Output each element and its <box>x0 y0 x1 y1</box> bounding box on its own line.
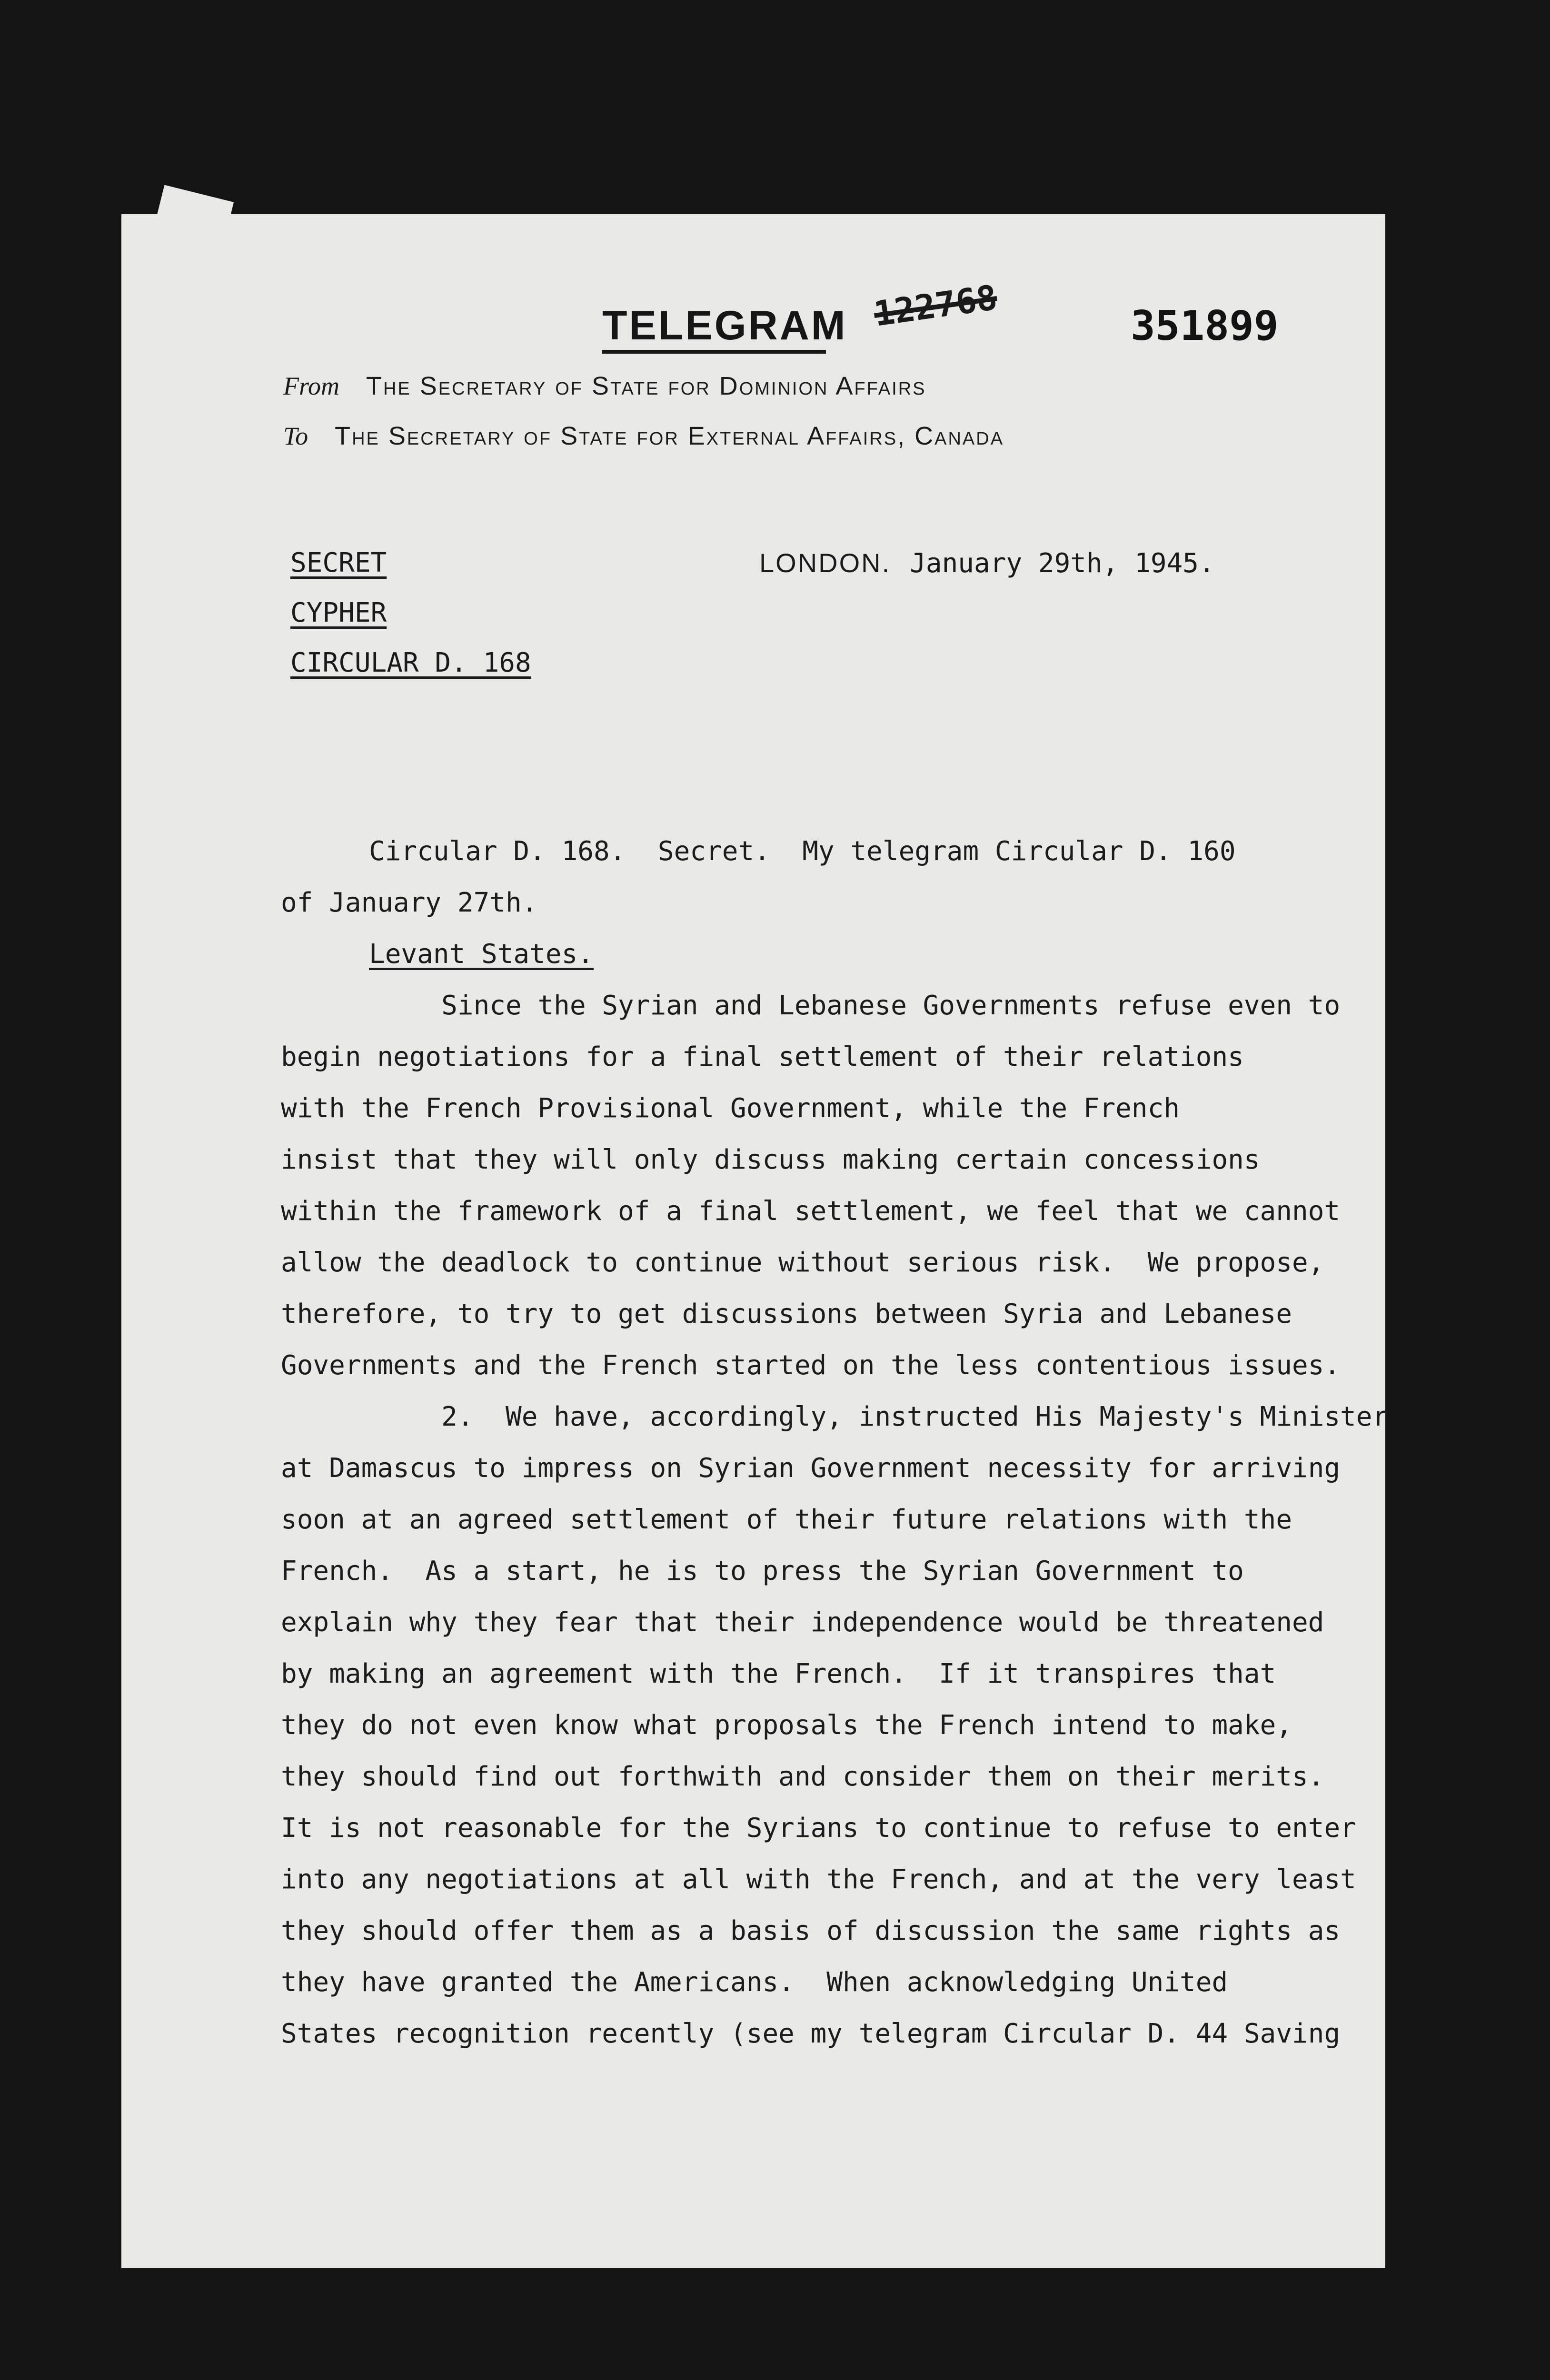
crossed-out-number: 122768 <box>871 277 1000 334</box>
telegram-document <box>121 214 1389 2268</box>
opening-line-continued: of January 27th. <box>281 887 538 918</box>
telegram-heading: TELEGRAM <box>602 303 847 348</box>
opening-line: Circular D. 168. Secret. My telegram Circular D. 160 <box>369 836 1236 867</box>
paragraph-2: 2. We have, accordingly, instructed His Majesty's Minister at Damascus to impress on Syrian Government necessity for arriving soon at an agreed settlement of their future relations with the French. As a start, he is to press the Syrian Government to explain why they fear that their independence would be threatened by making an agreement with the French. If it transpires that they do not even know what proposals the French intend to make, they should find out forthwith and consider them on their merits. It is not reasonable for the Syrians to continue to refuse to enter into any negotiations at all with the French, and at the very least they should offer them as a basis of discussion the same rights as they have granted the Americans. When acknowledging United States recognition recently (see my telegram Circular D. 44 Saving <box>281 1401 1389 2049</box>
subject-heading: Levant States. <box>369 939 594 970</box>
circular-reference: CIRCULAR D. 168 <box>290 647 531 678</box>
heading-underline <box>602 350 826 354</box>
paragraph-1: Since the Syrian and Lebanese Governments refuse even to begin negotiations for a final settlement of their relations with the French Provisional Government, while the French insist that they will only discuss making certain concessions within the framework of a final settlement, we feel that we cannot allow the deadlock to continue without serious risk. We propose, therefore, to try to get discussions between Syria and Lebanese Governments and the French started on the less contentious issues. <box>281 990 1341 1381</box>
file-number: 351899 <box>1131 302 1279 350</box>
classification: SECRET <box>290 547 387 578</box>
from-value: The Secretary of State for Dominion Affairs <box>366 372 926 400</box>
to-row <box>283 421 1004 451</box>
date: January 29th, 1945. <box>910 548 1215 579</box>
transmission-method: CYPHER <box>290 597 387 628</box>
from-label: From <box>283 372 339 400</box>
location-date <box>759 547 1215 579</box>
to-label: To <box>283 422 308 450</box>
location: LONDON. <box>759 548 891 578</box>
from-row <box>283 371 926 401</box>
to-value: The Secretary of State for External Affairs, Canada <box>335 422 1004 450</box>
